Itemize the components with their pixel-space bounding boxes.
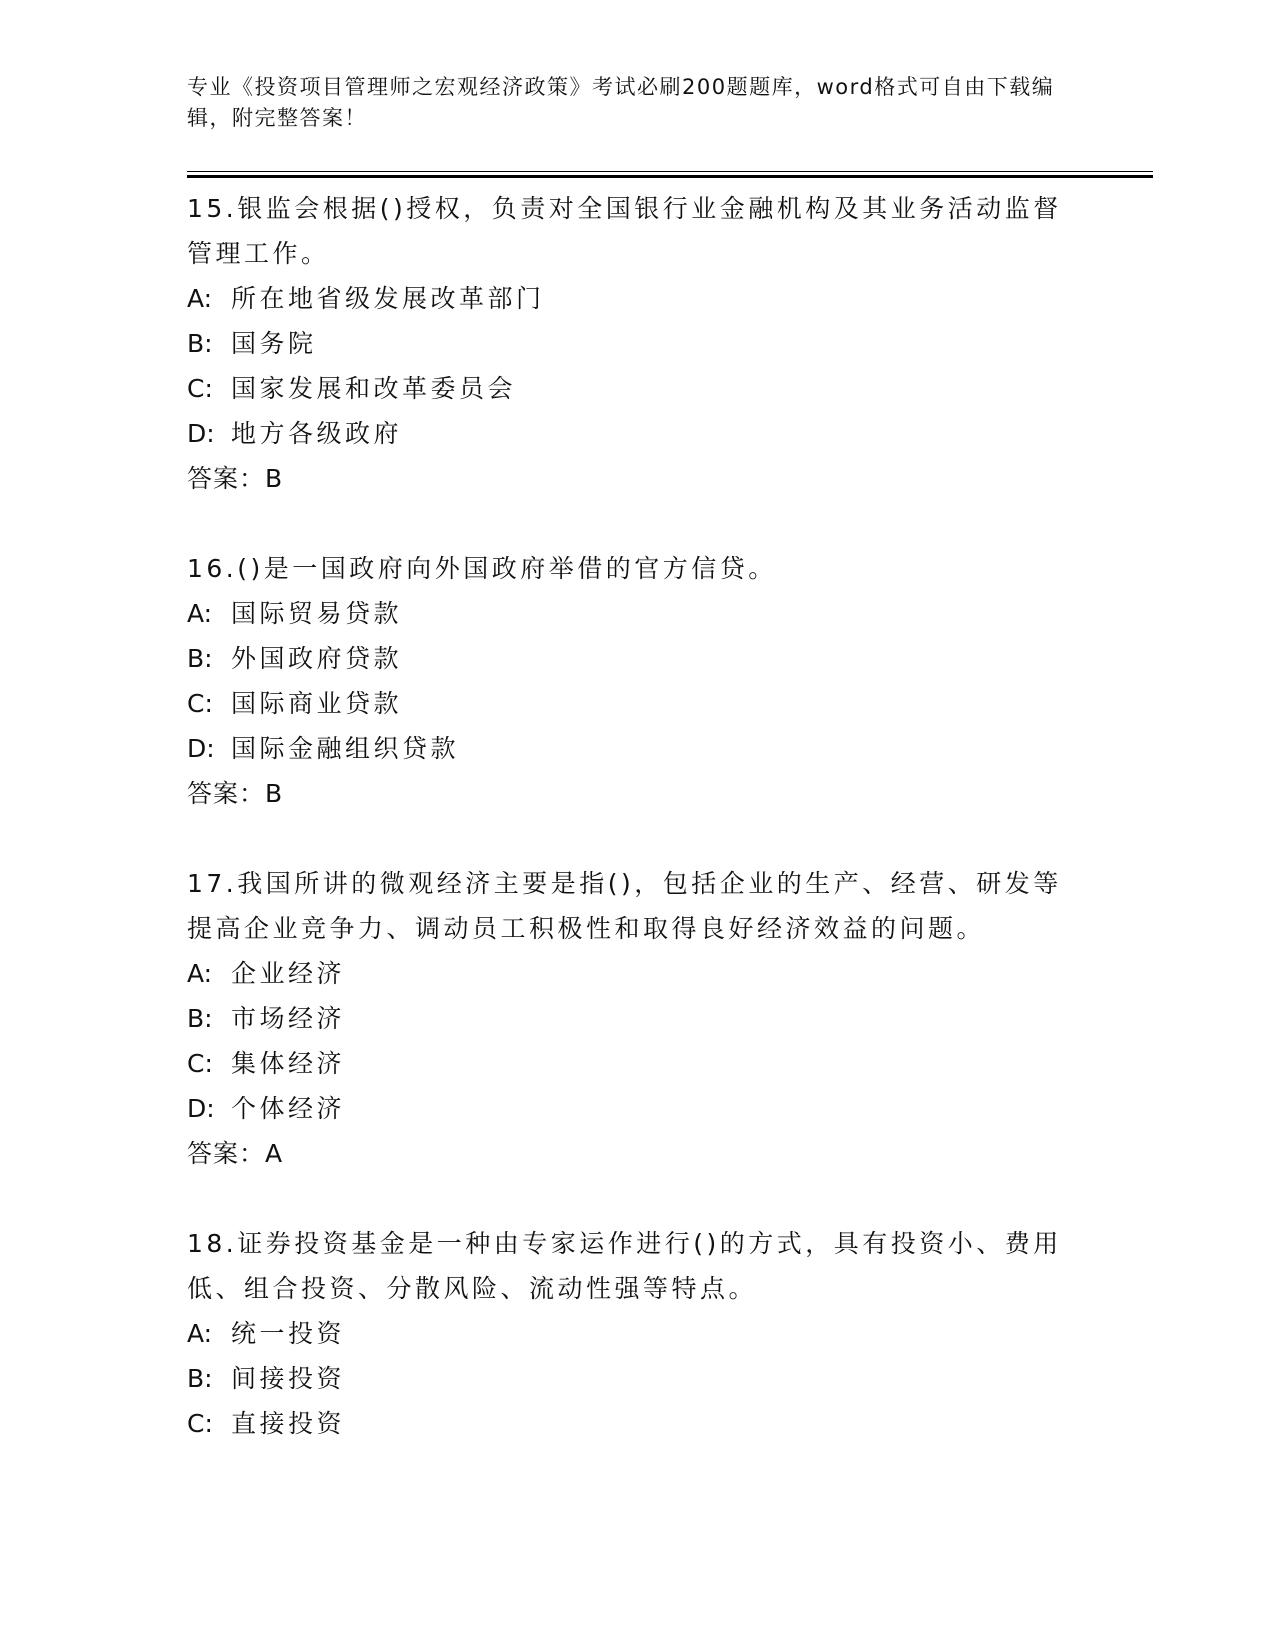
option-c bbox=[187, 1401, 1087, 1446]
option-text: 间接投资 bbox=[231, 1364, 346, 1393]
option-text: 集体经济 bbox=[231, 1049, 346, 1078]
option-key: A: bbox=[187, 599, 213, 628]
option-key: C: bbox=[187, 374, 213, 403]
answer-line bbox=[187, 771, 1087, 816]
question-17 bbox=[187, 861, 1087, 1176]
option-key: C: bbox=[187, 1049, 213, 1078]
option-c bbox=[187, 681, 1087, 726]
option-key: D: bbox=[187, 1094, 215, 1123]
option-b bbox=[187, 1356, 1087, 1401]
option-c bbox=[187, 366, 1087, 411]
option-text: 地方各级政府 bbox=[231, 419, 403, 448]
question-stem: 15.银监会根据()授权，负责对全国银行业金融机构及其业务活动监督管理工作。 bbox=[187, 194, 1062, 268]
option-a bbox=[187, 1311, 1087, 1356]
question-stem: 18.证券投资基金是一种由专家运作进行()的方式，具有投资小、费用低、组合投资、分散风险、流动性强等特点。 bbox=[187, 1229, 1062, 1303]
document-header bbox=[187, 72, 1087, 134]
option-key: A: bbox=[187, 959, 213, 988]
answer-prefix: 答案： bbox=[187, 464, 266, 493]
option-text: 直接投资 bbox=[231, 1409, 346, 1438]
option-key: A: bbox=[187, 284, 213, 313]
header-divider-thick bbox=[187, 175, 1153, 178]
option-key: B: bbox=[187, 1364, 213, 1393]
option-d bbox=[187, 1086, 1087, 1131]
option-text: 国务院 bbox=[231, 329, 317, 358]
answer-line bbox=[187, 456, 1087, 501]
option-key: D: bbox=[187, 419, 215, 448]
question-stem: 16.()是一国政府向外国政府举借的官方信贷。 bbox=[187, 554, 777, 583]
option-text: 国家发展和改革委员会 bbox=[231, 374, 517, 403]
answer-prefix: 答案： bbox=[187, 779, 266, 808]
option-text: 个体经济 bbox=[231, 1094, 346, 1123]
question-stem: 17.我国所讲的微观经济主要是指()，包括企业的生产、经营、研发等提高企业竞争力、调动员工积极性和取得良好经济效益的问题。 bbox=[187, 869, 1062, 943]
question-list bbox=[187, 186, 1087, 1491]
question-16 bbox=[187, 546, 1087, 816]
option-b bbox=[187, 996, 1087, 1041]
option-key: C: bbox=[187, 689, 213, 718]
option-d bbox=[187, 726, 1087, 771]
option-text: 企业经济 bbox=[231, 959, 346, 988]
option-a bbox=[187, 276, 1087, 321]
option-d bbox=[187, 411, 1087, 456]
option-a bbox=[187, 951, 1087, 996]
option-key: B: bbox=[187, 329, 213, 358]
option-key: D: bbox=[187, 734, 215, 763]
option-text: 外国政府贷款 bbox=[231, 644, 403, 673]
answer-value: B bbox=[265, 464, 284, 493]
option-c bbox=[187, 1041, 1087, 1086]
answer-value: B bbox=[265, 779, 284, 808]
header-intro-text: 专业《投资项目管理师之宏观经济政策》考试必刷200题题库，word格式可自由下载编辑，附完整答案！ bbox=[187, 75, 1055, 130]
answer-line bbox=[187, 1131, 1087, 1176]
question-15 bbox=[187, 186, 1087, 501]
option-text: 统一投资 bbox=[231, 1319, 346, 1348]
option-text: 国际金融组织贷款 bbox=[231, 734, 460, 763]
option-text: 国际商业贷款 bbox=[231, 689, 403, 718]
option-b bbox=[187, 321, 1087, 366]
answer-prefix: 答案： bbox=[187, 1139, 266, 1168]
option-a bbox=[187, 591, 1087, 636]
option-key: B: bbox=[187, 644, 213, 673]
option-key: A: bbox=[187, 1319, 213, 1348]
question-18 bbox=[187, 1221, 1087, 1446]
option-text: 国际贸易贷款 bbox=[231, 599, 403, 628]
option-key: B: bbox=[187, 1004, 213, 1033]
option-key: C: bbox=[187, 1409, 213, 1438]
option-text: 市场经济 bbox=[231, 1004, 346, 1033]
option-b bbox=[187, 636, 1087, 681]
answer-value: A bbox=[265, 1139, 284, 1168]
header-divider-thin bbox=[187, 171, 1153, 172]
option-text: 所在地省级发展改革部门 bbox=[231, 284, 545, 313]
